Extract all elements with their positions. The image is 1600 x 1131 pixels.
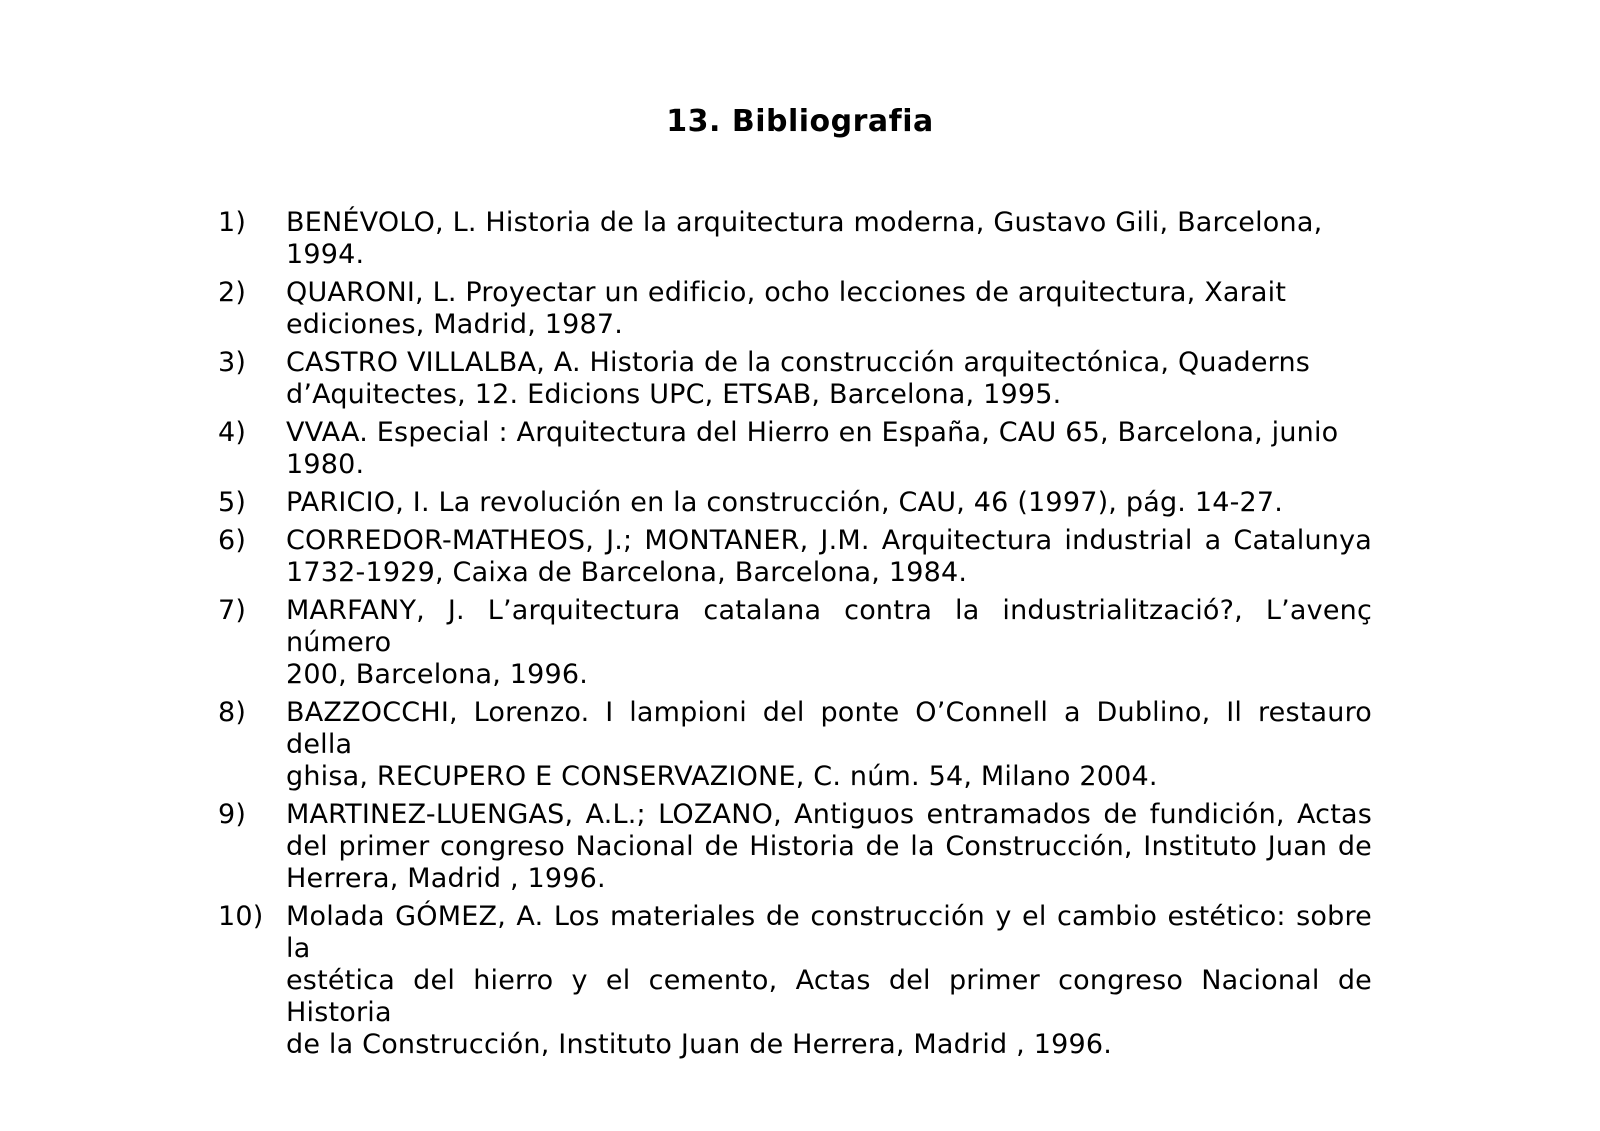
bibliography-entry-5 <box>218 487 1372 519</box>
entry-line: ghisa, RECUPERO E CONSERVAZIONE, C. núm. 54, Milano 2004. <box>286 761 1158 792</box>
entry-number: 9) <box>218 799 247 830</box>
entry-text <box>286 277 1372 341</box>
bibliography-entry-1 <box>218 207 1372 271</box>
entry-text <box>286 595 1372 691</box>
entry-text <box>286 207 1372 271</box>
entry-line: d’Aquitectes, 12. Edicions UPC, ETSAB, Barcelona, 1995. <box>286 379 1062 410</box>
entry-text <box>286 347 1372 411</box>
entry-line: Molada GÓMEZ, A. Los materiales de construcción y el cambio estético: sobre la <box>286 901 1372 964</box>
entry-number: 5) <box>218 487 247 518</box>
entry-line: ediciones, Madrid, 1987. <box>286 309 624 340</box>
entry-line: PARICIO, I. La revolución en la construcción, CAU, 46 (1997), pág. 14-27. <box>286 487 1284 518</box>
entry-text <box>286 901 1372 1061</box>
entry-number: 3) <box>218 347 247 378</box>
entry-text <box>286 525 1372 589</box>
entry-line: estética del hierro y el cemento, Actas del primer congreso Nacional de Historia <box>286 965 1372 1028</box>
entry-line: BENÉVOLO, L. Historia de la arquitectura moderna, Gustavo Gili, Barcelona, <box>286 207 1323 238</box>
entry-text <box>286 417 1372 481</box>
bibliography-list <box>218 207 1372 1067</box>
entry-line: CORREDOR-MATHEOS, J.; MONTANER, J.M. Arquitectura industrial a Catalunya <box>286 525 1372 556</box>
entry-number: 10) <box>218 901 264 932</box>
entry-line: del primer congreso Nacional de Historia de la Construcción, Instituto Juan de <box>286 831 1372 862</box>
entry-line: BAZZOCCHI, Lorenzo. I lampioni del ponte O’Connell a Dublino, Il restauro della <box>286 697 1372 760</box>
entry-line: QUARONI, L. Proyectar un edificio, ocho lecciones de arquitectura, Xarait <box>286 277 1287 308</box>
entry-line: CASTRO VILLALBA, A. Historia de la construcción arquitectónica, Quaderns <box>286 347 1311 378</box>
bibliography-entry-10 <box>218 901 1372 1061</box>
entry-line: MARFANY, J. L’arquitectura catalana contra la industrialització?, L’avenç número <box>286 595 1372 658</box>
bibliography-entry-6 <box>218 525 1372 589</box>
entry-line: Herrera, Madrid , 1996. <box>286 863 606 894</box>
bibliography-entry-7 <box>218 595 1372 691</box>
entry-line: 200, Barcelona, 1996. <box>286 659 589 690</box>
entry-line: VVAA. Especial : Arquitectura del Hierro en España, CAU 65, Barcelona, junio <box>286 417 1339 448</box>
entry-line: 1732-1929, Caixa de Barcelona, Barcelona, 1984. <box>286 557 968 588</box>
bibliography-entry-2 <box>218 277 1372 341</box>
entry-number: 8) <box>218 697 247 728</box>
entry-number: 4) <box>218 417 247 448</box>
bibliography-entry-8 <box>218 697 1372 793</box>
entry-number: 1) <box>218 207 247 238</box>
entry-text <box>286 697 1372 793</box>
page-title: 13. Bibliografia <box>666 104 934 139</box>
entry-number: 7) <box>218 595 247 626</box>
bibliography-entry-4 <box>218 417 1372 481</box>
entry-line: MARTINEZ-LUENGAS, A.L.; LOZANO, Antiguos entramados de fundición, Actas <box>286 799 1372 830</box>
entry-number: 2) <box>218 277 247 308</box>
bibliography-entry-3 <box>218 347 1372 411</box>
entry-line: 1994. <box>286 239 365 270</box>
entry-number: 6) <box>218 525 247 556</box>
entry-text <box>286 799 1372 895</box>
entry-line: 1980. <box>286 449 365 480</box>
entry-text <box>286 487 1372 519</box>
entry-line: de la Construcción, Instituto Juan de Herrera, Madrid , 1996. <box>286 1029 1112 1060</box>
bibliography-entry-9 <box>218 799 1372 895</box>
